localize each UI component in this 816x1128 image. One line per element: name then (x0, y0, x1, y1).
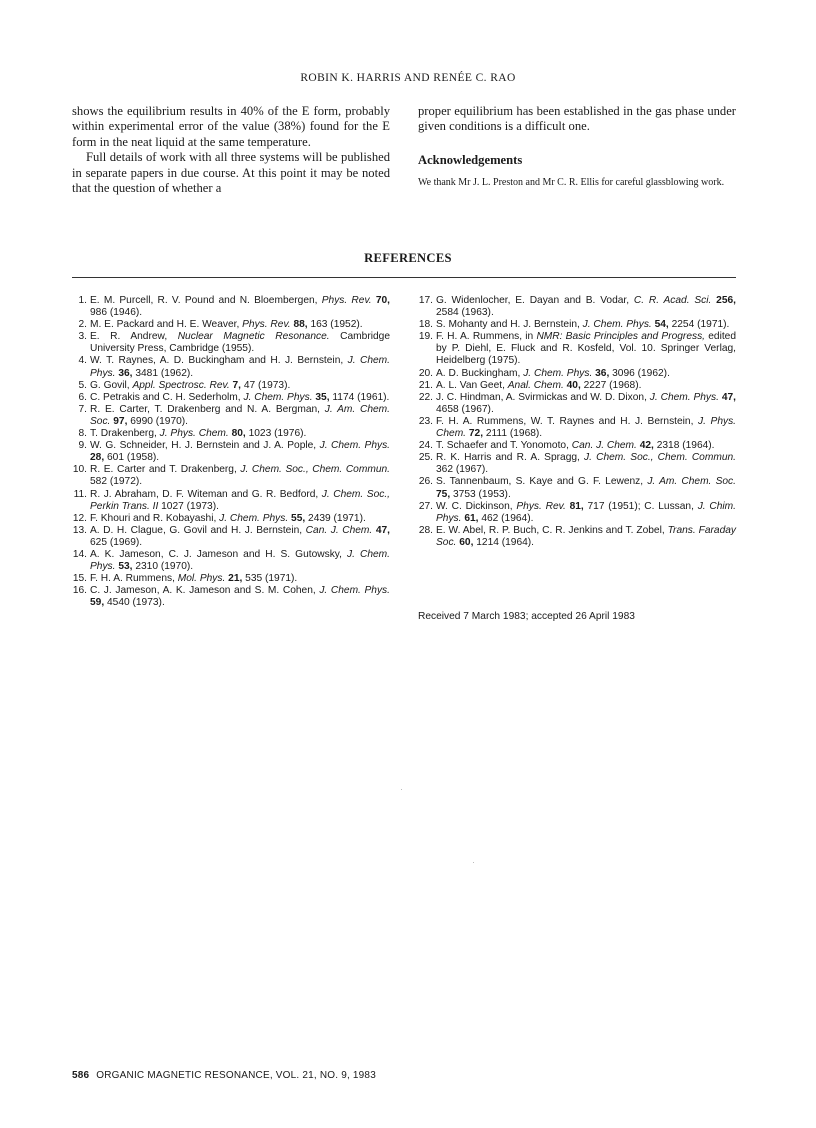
reference-item (418, 295, 736, 319)
references-column-right (418, 295, 736, 549)
reference-number: 9. (78, 440, 87, 452)
acknowledgements-heading: Acknowledgements (418, 152, 523, 167)
reference-text: T. Drakenberg, J. Phys. Chem. 80, 1023 (1976). (90, 428, 307, 440)
reference-item (72, 404, 390, 428)
reference-number: 24. (418, 440, 433, 452)
reference-item (418, 331, 736, 367)
reference-text: C. J. Jameson, A. K. Jameson and S. M. Cohen, J. Chem. Phys. 59, 4540 (1973). (90, 585, 390, 609)
reference-item (72, 355, 390, 379)
received-note: Received 7 March 1983; accepted 26 April 1983 (418, 611, 635, 622)
reference-item (72, 573, 390, 585)
reference-item (418, 368, 736, 380)
reference-number: 17. (418, 295, 433, 306)
reference-text: F. H. A. Rummens, W. T. Raynes and H. J. Bernstein, J. Phys. Chem. 72, 2111 (1968). (436, 415, 737, 440)
reference-item (72, 489, 390, 513)
reference-number: 12. (72, 512, 87, 524)
reference-item (72, 319, 390, 331)
reference-text: F. Khouri and R. Kobayashi, J. Chem. Phys. 55, 2439 (1971). (90, 512, 366, 524)
reference-item (418, 476, 736, 500)
reference-item (72, 295, 390, 319)
reference-text: R. J. Abraham, D. F. Witeman and G. R. Bedford, J. Chem. Soc., Perkin Trans. II 1027 (1973). (90, 488, 390, 512)
references-column-left (72, 295, 390, 609)
reference-number: 15. (72, 573, 87, 585)
reference-number: 20. (418, 367, 433, 379)
reference-number: 3. (78, 331, 87, 343)
page-number: 586 (72, 1070, 90, 1081)
body-column-left (72, 104, 390, 196)
reference-item (72, 585, 390, 609)
reference-number: 19. (418, 331, 433, 343)
reference-number: 1. (78, 295, 87, 306)
reference-item (418, 319, 736, 331)
reference-item (418, 452, 736, 476)
reference-text: S. Mohanty and H. J. Bernstein, J. Chem. Phys. 54, 2254 (1971). (436, 319, 730, 331)
reference-text: F. H. A. Rummens, Mol. Phys. 21, 535 (1971). (90, 573, 298, 585)
reference-text: A. D. Buckingham, J. Chem. Phys. 36, 3096 (1962). (436, 367, 670, 379)
reference-text: E. W. Abel, R. P. Buch, C. R. Jenkins and T. Zobel, Trans. Faraday Soc. 60, 1214 (1964). (436, 524, 736, 548)
references-heading: REFERENCES (364, 251, 452, 265)
reference-number: 16. (72, 585, 87, 597)
reference-number: 27. (418, 500, 433, 512)
reference-item (418, 416, 736, 440)
reference-number: 21. (418, 379, 433, 391)
reference-item (418, 501, 736, 525)
reference-item (418, 440, 736, 452)
scan-speck (473, 862, 474, 863)
reference-text: R. E. Carter, T. Drakenberg and N. A. Bergman, J. Am. Chem. Soc. 97, 6990 (1970). (90, 403, 390, 427)
reference-text: R. E. Carter and T. Drakenberg, J. Chem. Soc., Chem. Commun. 582 (1972). (90, 464, 390, 488)
reference-item (72, 525, 390, 549)
reference-number: 28. (418, 524, 433, 536)
reference-text: M. E. Packard and H. E. Weaver, Phys. Rev. 88, 163 (1952). (90, 319, 363, 331)
body-column-right (418, 104, 736, 189)
reference-number: 23. (418, 415, 433, 427)
reference-text: C. Petrakis and C. H. Sederholm, J. Chem. Phys. 35, 1174 (1961). (90, 391, 390, 403)
reference-item (72, 549, 390, 573)
body-paragraph: shows the equilibrium results in 40% of the E form, probably within experimental error of the value (38%) found for the E form in the neat liquid at the same temperature. (72, 104, 390, 149)
reference-item (72, 392, 390, 404)
reference-number: 8. (78, 428, 87, 440)
reference-item (72, 464, 390, 488)
scan-speck (401, 789, 402, 790)
reference-number: 13. (72, 524, 87, 536)
reference-number: 4. (78, 355, 87, 367)
reference-text: A. L. Van Geet, Anal. Chem. 40, 2227 (1968). (436, 379, 642, 391)
reference-number: 10. (72, 464, 87, 476)
references-rule (72, 277, 736, 278)
reference-text: A. D. H. Clague, G. Govil and H. J. Bernstein, Can. J. Chem. 47, 625 (1969). (90, 524, 390, 548)
reference-text: W. T. Raynes, A. D. Buckingham and H. J. Bernstein, J. Chem. Phys. 36, 3481 (1962). (90, 355, 390, 379)
reference-number: 5. (78, 379, 87, 391)
reference-number: 26. (418, 476, 433, 488)
reference-item (418, 392, 736, 416)
reference-text: R. K. Harris and R. A. Spragg, J. Chem. Soc., Chem. Commun. 362 (1967). (436, 452, 736, 476)
reference-number: 14. (72, 548, 87, 560)
body-paragraph: proper equilibrium has been established in the gas phase under given conditions is a difficult one. (418, 104, 736, 134)
reference-item (72, 440, 390, 464)
reference-text: T. Schaefer and T. Yonomoto, Can. J. Chem. 42, 2318 (1964). (436, 440, 715, 452)
reference-item (72, 513, 390, 525)
reference-text: E. M. Purcell, R. V. Pound and N. Bloembergen, Phys. Rev. 70, 986 (1946). (90, 295, 391, 319)
reference-text: W. G. Schneider, H. J. Bernstein and J. A. Pople, J. Chem. Phys. 28, 601 (1958). (90, 440, 390, 464)
reference-item (418, 380, 736, 392)
reference-text: W. C. Dickinson, Phys. Rev. 81, 717 (1951); C. Lussan, J. Chim. Phys. 61, 462 (1964). (436, 500, 736, 524)
page-footer (72, 1070, 376, 1081)
reference-text: J. C. Hindman, A. Svirmickas and W. D. Dixon, J. Chem. Phys. 47, 4658 (1967). (436, 391, 736, 415)
reference-text: S. Tannenbaum, S. Kaye and G. F. Lewenz, J. Am. Chem. Soc. 75, 3753 (1953). (436, 476, 736, 500)
reference-text: E. R. Andrew, Nuclear Magnetic Resonance. Cambridge University Press, Cambridge (1955). (90, 331, 390, 355)
reference-item (72, 380, 390, 392)
reference-item (418, 525, 736, 549)
reference-number: 7. (78, 403, 87, 415)
reference-item (72, 428, 390, 440)
reference-number: 18. (418, 319, 433, 331)
acknowledgements-text: We thank Mr J. L. Preston and Mr C. R. Ellis for careful glassblowing work. (418, 177, 725, 189)
reference-text: G. Widenlocher, E. Dayan and B. Vodar, C. R. Acad. Sci. 256, 2584 (1963). (436, 295, 736, 319)
reference-number: 6. (78, 391, 87, 403)
reference-number: 25. (418, 452, 433, 464)
running-head: ROBIN K. HARRIS AND RENÉE C. RAO (300, 72, 516, 84)
reference-text: A. K. Jameson, C. J. Jameson and H. S. Gutowsky, J. Chem. Phys. 53, 2310 (1970). (90, 548, 390, 573)
reference-text: G. Govil, Appl. Spectrosc. Rev. 7, 47 (1973). (90, 379, 291, 391)
reference-number: 2. (78, 319, 87, 331)
journal-line: ORGANIC MAGNETIC RESONANCE, VOL. 21, NO. 9, 1983 (96, 1070, 376, 1081)
reference-number: 11. (73, 488, 87, 500)
reference-number: 22. (418, 391, 433, 403)
reference-item (72, 331, 390, 355)
reference-text: F. H. A. Rummens, in NMR: Basic Principles and Progress, edited by P. Diehl, E. Fluck and R. Kosfeld, Vol. 10. Springer Verlag, Heidelberg (1975). (436, 331, 736, 367)
body-paragraph: Full details of work with all three systems will be published in separate papers in due course. At this point it may be noted that the question of whether a (72, 150, 390, 196)
